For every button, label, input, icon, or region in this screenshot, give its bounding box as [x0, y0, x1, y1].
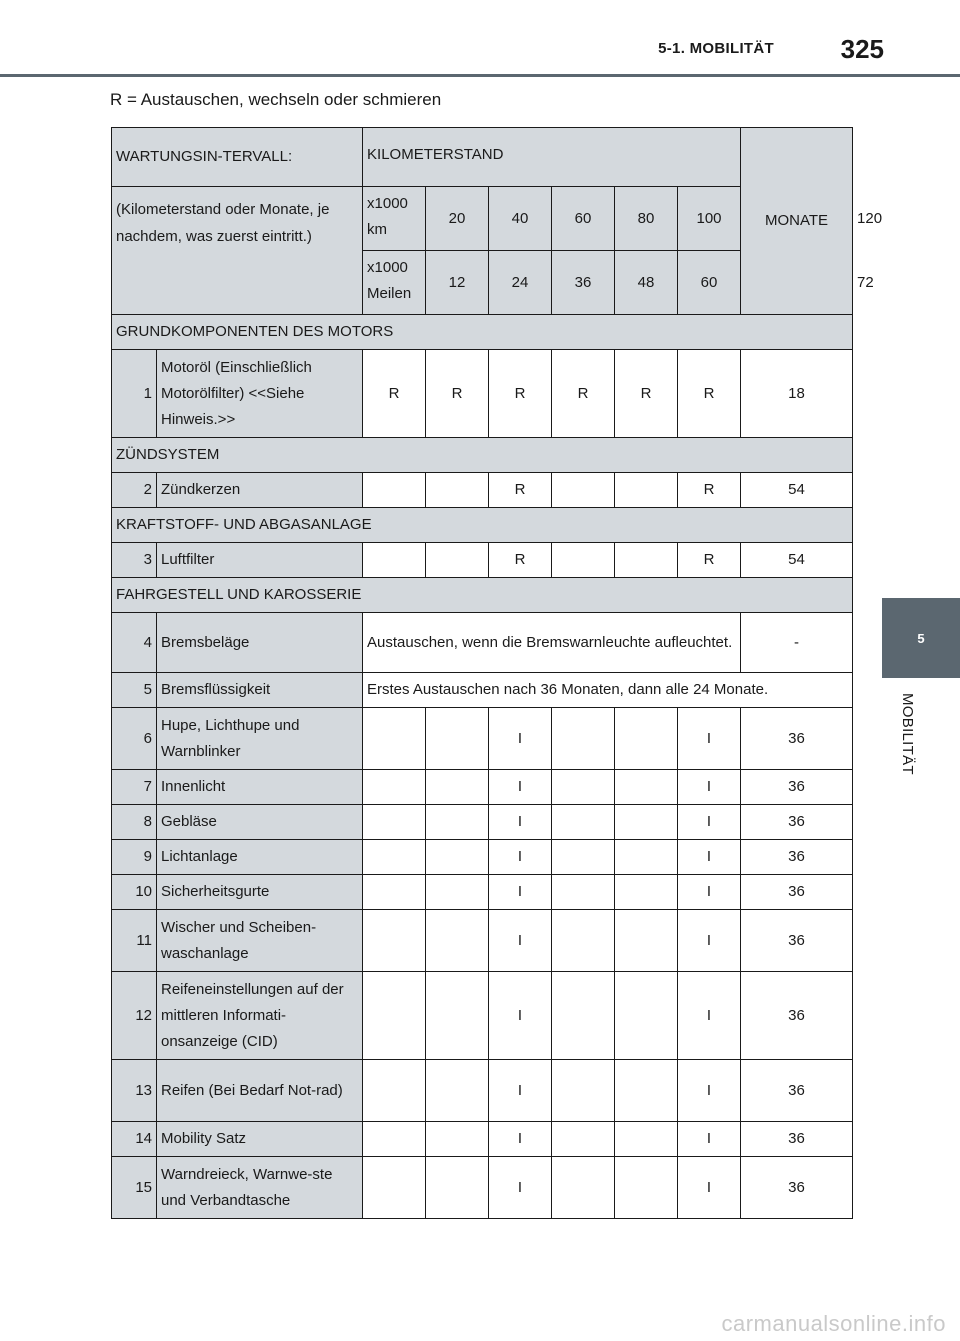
interval-mark: I [489, 1122, 552, 1157]
item-months: 36 [741, 910, 853, 972]
interval-mark: R [552, 350, 615, 438]
item-name: Hupe, Lichthupe und Warnblinker [157, 708, 363, 770]
interval-mark: I [489, 1157, 552, 1219]
interval-mark [552, 770, 615, 805]
interval-mark: I [489, 875, 552, 910]
item-name: Luftfilter [157, 543, 363, 578]
item-number: 7 [112, 770, 157, 805]
interval-mark [426, 1060, 489, 1122]
item-months: 36 [741, 1122, 853, 1157]
item-instruction: Austauschen, wenn die Bremswarnleuchte aufleuchtet. [363, 613, 741, 673]
table-row [112, 770, 853, 805]
interval-mark [552, 1060, 615, 1122]
interval-mark [363, 875, 426, 910]
interval-mark: I [678, 875, 741, 910]
interval-mark: I [489, 770, 552, 805]
watermark: carmanualsonline.info [721, 1311, 946, 1336]
km-value: 60 [552, 187, 615, 251]
interval-mark: R [489, 473, 552, 508]
interval-mark: I [678, 1122, 741, 1157]
interval-mark: I [489, 1060, 552, 1122]
months-header: MONATE [741, 128, 853, 315]
km-value: 100 [678, 187, 741, 251]
item-name: Reifeneinstellungen auf der mittleren Informati-onsanzeige (CID) [157, 972, 363, 1060]
item-number: 8 [112, 805, 157, 840]
item-number: 5 [112, 673, 157, 708]
interval-mark [426, 1122, 489, 1157]
interval-mark: I [678, 840, 741, 875]
chapter-tab: 5 [882, 598, 960, 678]
item-months: 18 [741, 350, 853, 438]
maintenance-table: WARTUNGSIN-TERVALL: KILOMETERSTAND MONATE (Kilometerstand oder Monate, je nachdem, was zuerst eintritt.) x1000 km 20 40 60 80 100 120 x1000 Meilen 12 24 36 48 60 72 GRUNDKOMPONENTEN DES MOTORS 1 Motoröl (Einschließlich Motorölfilter) <<Siehe Hinweis.>> R R R R R R 18 ZÜNDSYSTEM 2 Zündkerzen R R 54 KRAFTSTOFF- UND ABGASANLAGE 3 Luftfilter R R 54 FAHRGESTELL UND KAROSSERIE 4 Bremsbeläge Austauschen, wenn die Bremswarnleuchte aufleuchtet. - 5 Bremsflüssigkeit Erstes Austauschen nach 36 Monaten, dann alle 24 Monate. 6 Hupe, Lichthupe und Warnblinker I I 36 7 Innenlicht I I 36 8 Gebläse I I 36 9 Lichtanlage I I 36 10 Sicherheitsgurte I I 36 11 Wischer und Scheiben-waschanlage I I 36 12 Reifeneinstellungen auf der mittleren Informati-onsanzeige (CID) I I 36 13 Reifen (Bei Bedarf Not-rad) I I 36 14 Mobility Satz I I 36 15 Warndreieck, Warnwe-ste und Verbandtasche I I 36 [111, 127, 853, 1219]
interval-mark [552, 805, 615, 840]
item-number: 14 [112, 1122, 157, 1157]
interval-mark [426, 473, 489, 508]
item-number: 3 [112, 543, 157, 578]
interval-mark [615, 1060, 678, 1122]
table-row [112, 875, 853, 910]
interval-mark [552, 708, 615, 770]
interval-mark [426, 708, 489, 770]
item-name: Zündkerzen [157, 473, 363, 508]
interval-mark [363, 1157, 426, 1219]
item-number: 10 [112, 875, 157, 910]
item-number: 2 [112, 473, 157, 508]
interval-mark [363, 770, 426, 805]
interval-mark [615, 840, 678, 875]
interval-mark [426, 972, 489, 1060]
interval-mark: I [489, 708, 552, 770]
interval-mark [552, 972, 615, 1060]
item-name: Gebläse [157, 805, 363, 840]
table-row [112, 543, 853, 578]
section-header: GRUNDKOMPONENTEN DES MOTORS [112, 315, 853, 350]
item-name: Reifen (Bei Bedarf Not-rad) [157, 1060, 363, 1122]
km-value: 40 [489, 187, 552, 251]
interval-mark [363, 910, 426, 972]
item-number: 9 [112, 840, 157, 875]
table-row [112, 350, 853, 438]
interval-label: WARTUNGSIN-TERVALL: [112, 128, 363, 187]
item-name: Wischer und Scheiben-waschanlage [157, 910, 363, 972]
interval-mark [552, 543, 615, 578]
item-name: Lichtanlage [157, 840, 363, 875]
interval-mark [552, 1157, 615, 1219]
interval-mark [615, 708, 678, 770]
interval-mark [426, 1157, 489, 1219]
page-number: 325 [840, 34, 884, 64]
table-row [112, 1060, 853, 1122]
interval-mark: I [678, 1157, 741, 1219]
item-months: 36 [741, 1060, 853, 1122]
item-name: Mobility Satz [157, 1122, 363, 1157]
item-months: 54 [741, 543, 853, 578]
interval-mark [426, 805, 489, 840]
interval-mark: R [678, 473, 741, 508]
item-months: 54 [741, 473, 853, 508]
interval-mark [426, 910, 489, 972]
interval-mark [615, 805, 678, 840]
mile-value: 36 [552, 251, 615, 315]
interval-mark [426, 875, 489, 910]
interval-mark: R [489, 543, 552, 578]
km-header: KILOMETERSTAND [363, 128, 741, 187]
interval-mark [615, 1122, 678, 1157]
section-header: ZÜNDSYSTEM [112, 438, 853, 473]
km-value: 80 [615, 187, 678, 251]
interval-mark: I [678, 805, 741, 840]
interval-mark: I [678, 972, 741, 1060]
km-unit: x1000 km [363, 187, 426, 251]
table-row [112, 673, 853, 708]
table-row [112, 613, 853, 673]
item-name: Innenlicht [157, 770, 363, 805]
interval-mark [363, 1122, 426, 1157]
interval-mark [363, 473, 426, 508]
interval-mark [615, 473, 678, 508]
interval-mark [552, 910, 615, 972]
interval-mark [615, 972, 678, 1060]
chapter-label [888, 693, 928, 803]
interval-mark [363, 840, 426, 875]
interval-mark [552, 840, 615, 875]
interval-mark [426, 543, 489, 578]
interval-mark: R [489, 350, 552, 438]
table-row [112, 910, 853, 972]
interval-mark: I [678, 910, 741, 972]
interval-mark: I [489, 972, 552, 1060]
item-number: 13 [112, 1060, 157, 1122]
item-months: 36 [741, 805, 853, 840]
legend-text: R = Austauschen, wechseln oder schmieren [110, 90, 442, 109]
mile-value: 60 [678, 251, 741, 315]
item-months: 36 [741, 708, 853, 770]
item-number: 1 [112, 350, 157, 438]
item-name: Sicherheitsgurte [157, 875, 363, 910]
interval-mark [552, 1122, 615, 1157]
interval-mark: R [363, 350, 426, 438]
item-months: 36 [741, 770, 853, 805]
section-header: KRAFTSTOFF- UND ABGASANLAGE [112, 508, 853, 543]
interval-mark: I [489, 840, 552, 875]
item-months: 36 [741, 875, 853, 910]
chapter-label-text: MOBILITÄT [899, 693, 916, 775]
interval-mark [615, 1157, 678, 1219]
mile-value: 12 [426, 251, 489, 315]
mile-unit: x1000 Meilen [363, 251, 426, 315]
interval-mark: R [615, 350, 678, 438]
interval-mark [426, 840, 489, 875]
interval-mark: I [678, 708, 741, 770]
interval-mark: R [678, 543, 741, 578]
item-name: Warndreieck, Warnwe-ste und Verbandtasche [157, 1157, 363, 1219]
table-row [112, 473, 853, 508]
header-rule [0, 74, 960, 77]
item-months: - [741, 613, 853, 673]
interval-note: (Kilometerstand oder Monate, je nachdem, was zuerst eintritt.) [112, 187, 363, 315]
item-name: Motoröl (Einschließlich Motorölfilter) <<Siehe Hinweis.>> [157, 350, 363, 438]
interval-mark [363, 972, 426, 1060]
item-name: Bremsflüssigkeit [157, 673, 363, 708]
interval-mark: I [678, 770, 741, 805]
table-row [112, 972, 853, 1060]
interval-mark: R [678, 350, 741, 438]
mile-value: 48 [615, 251, 678, 315]
interval-mark [426, 770, 489, 805]
interval-mark: I [678, 1060, 741, 1122]
item-months: 36 [741, 972, 853, 1060]
item-instruction: Erstes Austauschen nach 36 Monaten, dann alle 24 Monate. [363, 673, 853, 708]
table-row [112, 805, 853, 840]
interval-mark [615, 543, 678, 578]
interval-mark [615, 770, 678, 805]
interval-mark [363, 543, 426, 578]
item-number: 6 [112, 708, 157, 770]
interval-mark [552, 473, 615, 508]
item-months: 36 [741, 840, 853, 875]
interval-mark [615, 875, 678, 910]
interval-mark [363, 1060, 426, 1122]
item-number: 12 [112, 972, 157, 1060]
interval-mark: I [489, 910, 552, 972]
item-name: Bremsbeläge [157, 613, 363, 673]
interval-mark [552, 875, 615, 910]
section-header: FAHRGESTELL UND KAROSSERIE [112, 578, 853, 613]
item-months: 36 [741, 1157, 853, 1219]
interval-mark: I [489, 805, 552, 840]
table-row [112, 708, 853, 770]
section-title: 5-1. MOBILITÄT [658, 40, 774, 57]
interval-mark [615, 910, 678, 972]
km-value: 20 [426, 187, 489, 251]
item-number: 15 [112, 1157, 157, 1219]
table-row [112, 1122, 853, 1157]
interval-mark [363, 708, 426, 770]
item-number: 4 [112, 613, 157, 673]
item-number: 11 [112, 910, 157, 972]
mile-value: 24 [489, 251, 552, 315]
table-row [112, 840, 853, 875]
interval-mark [363, 805, 426, 840]
table-row [112, 1157, 853, 1219]
interval-mark: R [426, 350, 489, 438]
